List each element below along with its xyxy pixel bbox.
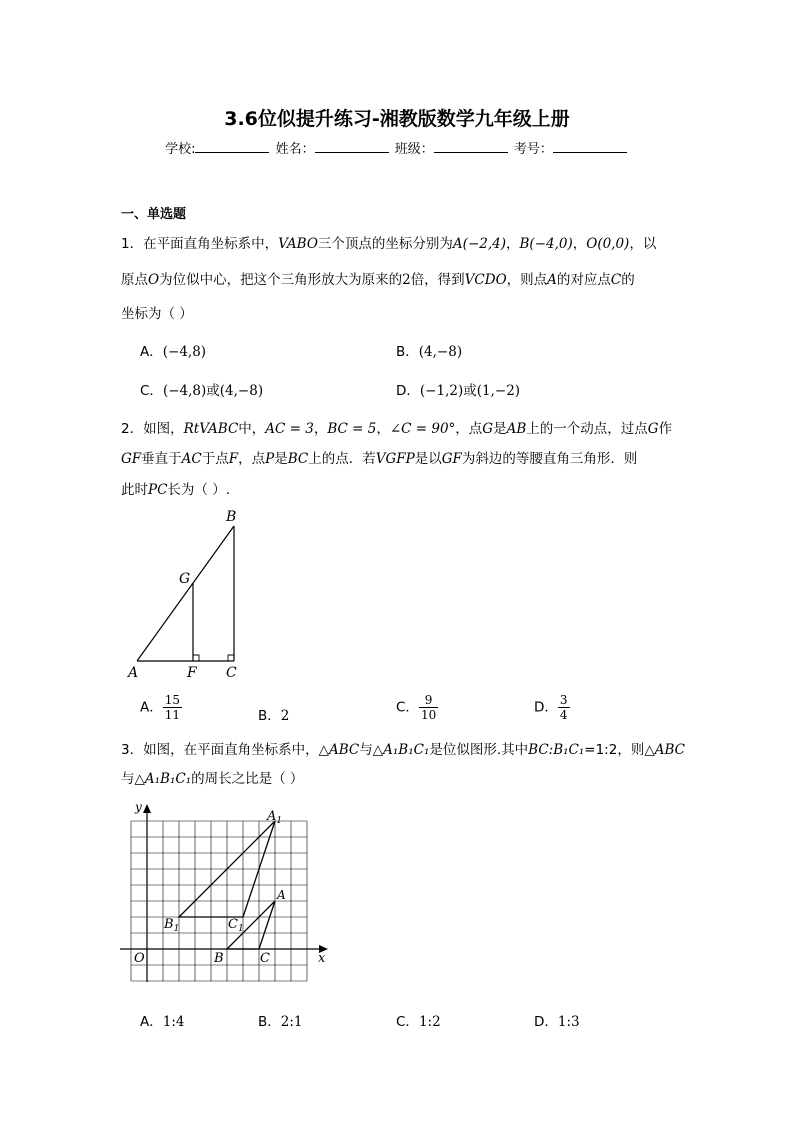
q2-text: ， xyxy=(376,421,390,437)
q3-text: =1:2，则 xyxy=(584,742,645,758)
label-f: F xyxy=(187,665,197,681)
exam-no-blank[interactable] xyxy=(553,140,627,153)
option-value: 1:3 xyxy=(557,1014,580,1030)
right-angle-f xyxy=(193,655,199,661)
option-value: (4,−8) xyxy=(418,344,463,360)
class-blank[interactable] xyxy=(434,140,508,153)
option-label: B． xyxy=(258,708,281,724)
q1-text: 的对应点 xyxy=(556,272,611,288)
q1-text: 为位似中心，把这个三角形放大为原来的 xyxy=(159,272,403,288)
school-label: 学校: xyxy=(165,142,196,157)
option-value: 1:4 xyxy=(162,1014,185,1030)
q2-text: 是以 xyxy=(414,451,442,467)
numerator: 15 xyxy=(164,693,181,707)
line-ab xyxy=(137,526,234,661)
option-label: A． xyxy=(140,699,163,716)
option-value: 2:1 xyxy=(280,1014,303,1030)
q3-text: 与 xyxy=(121,771,135,787)
q2-text: 于点 xyxy=(201,451,229,467)
q2-line3 xyxy=(121,478,230,498)
option-label: D． xyxy=(534,1014,558,1030)
option-value: 1:2 xyxy=(418,1014,441,1030)
q3-text: 与 xyxy=(359,742,373,758)
label-o: O xyxy=(134,951,145,966)
q3-line2 xyxy=(121,767,303,787)
q2-eq: BC = 5 xyxy=(327,421,377,437)
label-c: C xyxy=(226,665,237,681)
q3-text: 是位似图形.其中 xyxy=(429,742,529,758)
option-fraction xyxy=(163,693,182,722)
q2-triangle-figure xyxy=(120,505,260,685)
option-value: (−1,2) xyxy=(419,383,464,399)
option-label: B． xyxy=(396,344,419,360)
q2-var: AB xyxy=(506,421,527,437)
class-label: 班级： xyxy=(394,142,434,157)
label-a1: $A_1$ xyxy=(267,809,283,826)
right-angle-c xyxy=(228,655,234,661)
q2-var: G xyxy=(647,421,659,437)
option-value: (4,−8) xyxy=(219,383,264,399)
q2-text: 此时 xyxy=(121,482,148,498)
option-fraction xyxy=(558,693,570,722)
q2-var: PC xyxy=(148,482,168,498)
q3-option-d[interactable] xyxy=(534,1010,580,1030)
q1-text: 1．在平面直角坐标系中， xyxy=(121,236,279,252)
q1-var: A xyxy=(547,272,557,288)
option-value: (1,−2) xyxy=(476,383,521,399)
q1-text: ， xyxy=(572,236,587,252)
option-label: C． xyxy=(396,1014,419,1030)
q2-eq: ∠C = 90° xyxy=(389,421,456,437)
q1-text: ，则点 xyxy=(506,272,548,288)
denominator: 4 xyxy=(559,708,568,722)
q1-text: ，以 xyxy=(629,236,657,252)
option-value: 2 xyxy=(280,708,290,724)
q1-num: 2 xyxy=(402,272,411,288)
name-blank[interactable] xyxy=(315,140,389,153)
name-label: 姓名： xyxy=(275,142,315,157)
q2-var: Rt xyxy=(183,421,200,437)
q1-point-o: O(0,0) xyxy=(586,236,630,252)
q2-var: AC xyxy=(181,451,202,467)
q2-text: 是 xyxy=(493,421,507,437)
q2-text: 长为（ ）. xyxy=(167,482,231,498)
q1-text: 原点 xyxy=(121,272,148,288)
q2-var: F xyxy=(228,451,239,467)
q1-line3: 坐标为（ ） xyxy=(121,306,193,322)
q3-text: 3．如图，在平面直角坐标系中， xyxy=(121,742,319,758)
q2-line1 xyxy=(121,417,672,437)
q2-text: 中， xyxy=(238,421,266,437)
q2-option-a[interactable] xyxy=(140,693,182,722)
option-label: A． xyxy=(140,344,163,360)
denominator: 11 xyxy=(164,708,181,722)
q2-option-c[interactable] xyxy=(396,693,438,722)
q3-triangle: △ABC xyxy=(644,742,685,758)
section-heading: 一、单选题 xyxy=(121,207,187,222)
q2-text: ，点 xyxy=(238,451,266,467)
q2-eq: AC = 3 xyxy=(265,421,314,437)
label-c: C xyxy=(260,951,270,966)
q2-text: 上的点．若 xyxy=(308,451,376,467)
q1-line2 xyxy=(121,268,635,288)
label-b: B xyxy=(226,509,237,525)
q1-text: 三个顶点的坐标分别为 xyxy=(317,236,453,252)
q3-line1 xyxy=(121,738,685,758)
q1-triangle: VABO xyxy=(278,236,318,252)
q1-text: ， xyxy=(506,236,520,252)
q3-option-a[interactable] xyxy=(140,1010,184,1030)
q2-text: 上的一个动点，过点 xyxy=(526,421,648,437)
q3-ratio: BC:B₁C₁ xyxy=(528,742,585,758)
q2-var: GF xyxy=(441,451,462,467)
q1-var: C xyxy=(610,272,622,288)
y-axis-arrow xyxy=(143,804,151,813)
q3-triangle: △A₁B₁C₁ xyxy=(134,771,192,787)
q3-option-c[interactable] xyxy=(396,1010,441,1030)
label-a: A xyxy=(128,665,139,681)
q2-text: ，点 xyxy=(455,421,483,437)
q3-triangle: △ABC xyxy=(318,742,360,758)
option-value: (−4,8) xyxy=(162,344,207,360)
option-or: 或 xyxy=(463,383,477,399)
numerator: 3 xyxy=(559,693,568,707)
q1-option-d[interactable] xyxy=(396,379,520,399)
q1-option-c[interactable] xyxy=(140,379,263,399)
school-blank[interactable] xyxy=(195,140,269,153)
q2-text: 2．如图， xyxy=(121,421,184,437)
q2-var: BC xyxy=(287,451,309,467)
option-label: C． xyxy=(140,383,163,399)
q3-triangle: △A₁B₁C₁ xyxy=(372,742,430,758)
q2-option-d[interactable] xyxy=(534,693,570,722)
option-value: (−4,8) xyxy=(162,383,207,399)
q3-option-b[interactable] xyxy=(258,1010,303,1030)
label-b1: $B_1$ xyxy=(164,917,180,934)
q2-text: 作 xyxy=(658,421,673,437)
student-info xyxy=(0,138,794,157)
q1-option-b[interactable] xyxy=(396,340,462,360)
label-y: y xyxy=(135,800,142,814)
q1-text: 倍，得到 xyxy=(410,272,465,288)
q1-point-a: A(−2,4) xyxy=(452,236,506,252)
label-b: B xyxy=(214,951,224,966)
option-fraction xyxy=(419,693,438,722)
option-label: B． xyxy=(258,1014,281,1030)
q2-triangle: VGFP xyxy=(375,451,415,467)
label-x: x xyxy=(318,951,326,966)
q1-line1 xyxy=(121,232,656,252)
q3-text: 的周长之比是（ ） xyxy=(191,771,304,787)
q2-text: 为斜边的等腰直角三角形．则 xyxy=(461,451,638,467)
option-or: 或 xyxy=(206,383,220,399)
q1-triangle: VCDO xyxy=(464,272,507,288)
q2-line2 xyxy=(121,447,637,467)
q2-option-b[interactable] xyxy=(258,704,289,724)
option-label: C． xyxy=(396,699,419,716)
label-g: G xyxy=(179,571,191,587)
q2-text: ， xyxy=(313,421,328,437)
q3-grid-figure xyxy=(120,798,340,988)
label-a: A xyxy=(277,888,286,902)
numerator: 9 xyxy=(419,693,438,708)
q1-var: O xyxy=(148,272,160,288)
denominator: 10 xyxy=(420,708,437,722)
q1-point-b: B(−4,0) xyxy=(519,236,573,252)
q2-text: 垂直于 xyxy=(141,451,182,467)
q2-var: GF xyxy=(121,451,142,467)
option-label: A． xyxy=(140,1014,163,1030)
exam-no-label: 考号： xyxy=(513,142,553,157)
option-label: D． xyxy=(534,699,558,716)
q2-triangle: VABC xyxy=(199,421,239,437)
label-c1: $C_1$ xyxy=(228,917,244,934)
q2-text: 是 xyxy=(274,451,288,467)
q2-var: G xyxy=(482,421,494,437)
option-label: D． xyxy=(396,383,420,399)
q2-var: P xyxy=(265,451,275,467)
q1-option-a[interactable] xyxy=(140,340,206,360)
q1-text: 的 xyxy=(621,272,635,288)
page-title: 3.6位似提升练习-湘教版数学九年级上册 xyxy=(224,108,570,130)
